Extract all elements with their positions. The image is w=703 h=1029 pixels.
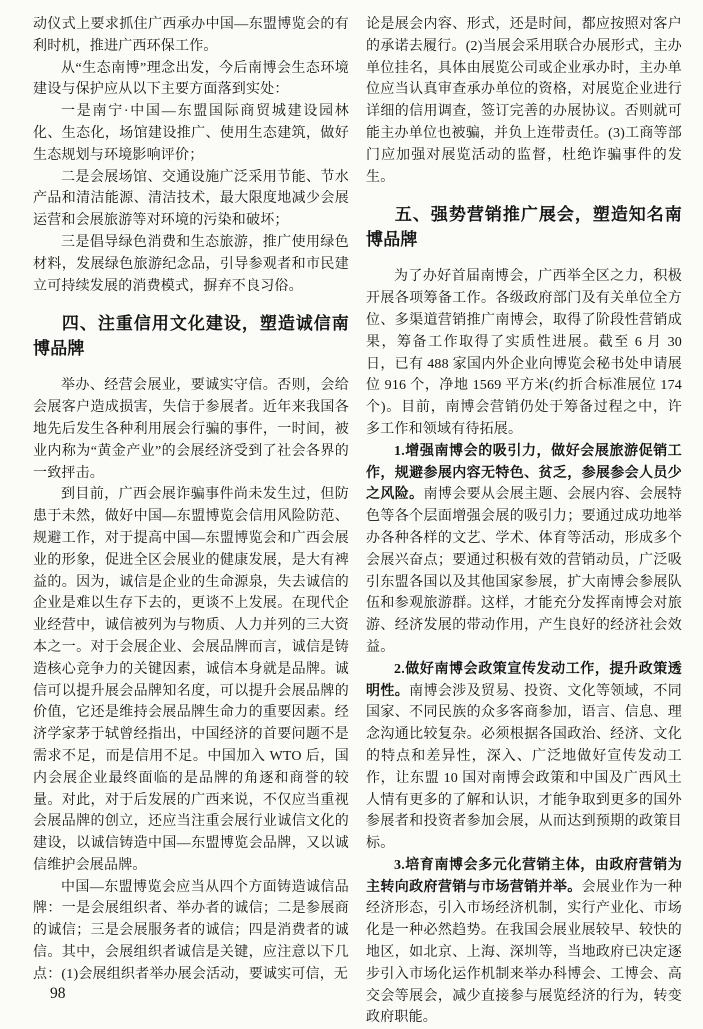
left-column bbox=[33, 14, 349, 1009]
right-column bbox=[366, 14, 683, 1026]
paragraph: 举办、经营会展业，要诚实守信。否则，会给会展客户造成损害，失信于参展者。近年来我国各地先后发生各种利用展会行骗的事件，一时间，被业内称为“黄金产业”的会展经济受到了社会各界的一致抨击。 bbox=[33, 378, 349, 481]
section-heading-5: 五、强势营销推广展会，塑造知名南博品牌 bbox=[366, 205, 682, 250]
paragraph: 论是展会内容、形式，还是时间，都应按照对客户的承诺去履行。(2)当展会采用联合办展形式，主办单位挂名，具体由展览公司或企业承办时，主办单位应当认真审查承办单位的资格，对展览企业进行详细的信用调查，签订完善的办展协议。否则就可能主办单位也被骗，并负上连带责任。(3)工商等部门应加强对展览活动的监督，杜绝诈骗事件的发生。 bbox=[366, 17, 682, 185]
item-body-text: 南博会要从会展主题、会展内容、会展特色等各个层面增强会展的吸引力；要通过成功地举办各种各样的文艺、学术、体育等活动，形成多个会展兴奋点；要通过积极有效的营销动员，广泛吸引东盟各国以及其他国家参展，扩大南博会参展队伍和参观旅游群。这样，才能充分发挥南博会对旅游、经济发展的带动作用，产生良好的经济社会效益。 bbox=[366, 487, 682, 655]
paragraph: 为了办好首届南博会，广西举全区之力，积极开展各项筹备工作。各级政府部门及有关单位全方位、多渠道营销推广南博会，取得了阶段性营销成果，筹备工作取得了实质性进展。截至 6 月 30 日，已有 488 家国内外企业向博览会秘书处申请展位 916 个，净地 1569 平方米(约折合标准展位 174 个)。目前，南博会营销仍处于筹备过程之中，许多工作和领域有待拓展。 bbox=[366, 269, 682, 437]
paragraph: 到目前，广西会展诈骗事件尚未发生过，但防患于未然，做好中国—东盟博览会信用风险防范、规避工作，对于提高中国—东盟博览会和广西会展业的形象，促进全区会展业的健康发展，是大有裨益的。因为，诚信是企业的生命源泉，失去诚信的企业是难以生存下去的，更谈不上发展。在现代企业经营中，诚信被列为与物质、人力并列的三大资本之一。对于会展企业、会展品牌而言，诚信是铸造核心竞争力的关键因素，诚信本身就是品牌。诚信可以提升展会品牌知名度，可以提升会展品牌的价值，它还是维持会展品牌生命力的重要因素。经济学家茅于轼曾经指出，中国经济的首要问题不是需求不足，而是信用不足。中国加入 WTO 后，国内会展企业最终面临的是品牌的角逐和商誉的较量。对此，对于后发展的广西来说，不仅应当重视会展品牌的创立，还应当注重会展行业诚信文化的建设，以诚信铸造中国—东盟博览会品牌，又以诚信维护会展品牌。 bbox=[33, 487, 349, 873]
page-number: 98 bbox=[50, 985, 66, 1002]
list-paragraph-two: 二是会展场馆、交通设施广泛采用节能、节水产品和清洁能源、清洁技术，最大限度地减少会展运营和会展旅游等对环境的污染和破坏； bbox=[33, 169, 349, 229]
numbered-item-3 bbox=[366, 855, 682, 1029]
item-lead-bold: 2.做好南博会政策宣传发动工作，提升政策透明性。 bbox=[366, 661, 682, 699]
list-paragraph-one: 一是南宁·中国—东盟国际商贸城建设园林化、生态化，场馆建设推广、使用生态建筑，做好生态规划与环境影响评价； bbox=[33, 104, 349, 163]
paragraph: 中国—东盟博览会应当从四个方面铸造诚信品牌：一是会展组织者、举办者的诚信；二是参展商的诚信；三是会展服务者的诚信；四是消费者的诚信。其中，会展组织者诚信是关键，应注意以下几点：(1)会展组织者举办展会活动，要诚实可信，无 bbox=[33, 879, 349, 982]
paragraph: 从“生态南博”理念出发，今后南博会生态环境建设与保护应从以下主要方面落到实处： bbox=[33, 60, 349, 98]
item-body-text: 会展业作为一种经济形态，引入市场经济机制，实行产业化、市场化是一种必然趋势。在我国会展业展较早、较快的地区，如北京、上海、深圳等，当地政府已决定逐步引入市场化运作机制来举办科博会、工博会、高交会等展会，减少直接参与展览经济的行为，转变政府职能。 bbox=[366, 879, 683, 1026]
numbered-item-2 bbox=[366, 659, 682, 855]
item-body-text: 南博会涉及贸易、投资、文化等领域，不同国家、不同民族的众多客商参加，语言、信息、理念沟通比较复杂。必须根据各国政治、经济、文化的特点和差异性，深入、广泛地做好宣传发动工作，让东盟 10 国对南博会政策和中国及广西风土人情有更多的了解和认识，才能争取到更多的国外参展者和投资者参加会展，从而达到预期的政策目标。 bbox=[366, 683, 682, 852]
paragraph: 动仪式上要求抓住广西承办中国—东盟博览会的有利时机，推进广西环保工作。 bbox=[33, 17, 349, 54]
list-paragraph-three: 三是倡导绿色消费和生态旅游，推广使用绿色材料，发展绿色旅游纪念品，引导参观者和市民建立可持续发展的消费模式，摒弃不良习俗。 bbox=[33, 234, 349, 294]
item-lead-bold: 1.增强南博会的吸引力，做好会展旅游促销工作，规避参展内容无特色、贫乏，参展参会人员少之风险。 bbox=[366, 443, 682, 503]
numbered-item-1 bbox=[366, 441, 682, 659]
item-lead-bold: 3.培育南博会多元化营销主体，由政府营销为主转向政府营销与市场营销并举。 bbox=[366, 857, 682, 895]
section-heading-4: 四、注重信用文化建设，塑造诚信南博品牌 bbox=[33, 314, 349, 359]
